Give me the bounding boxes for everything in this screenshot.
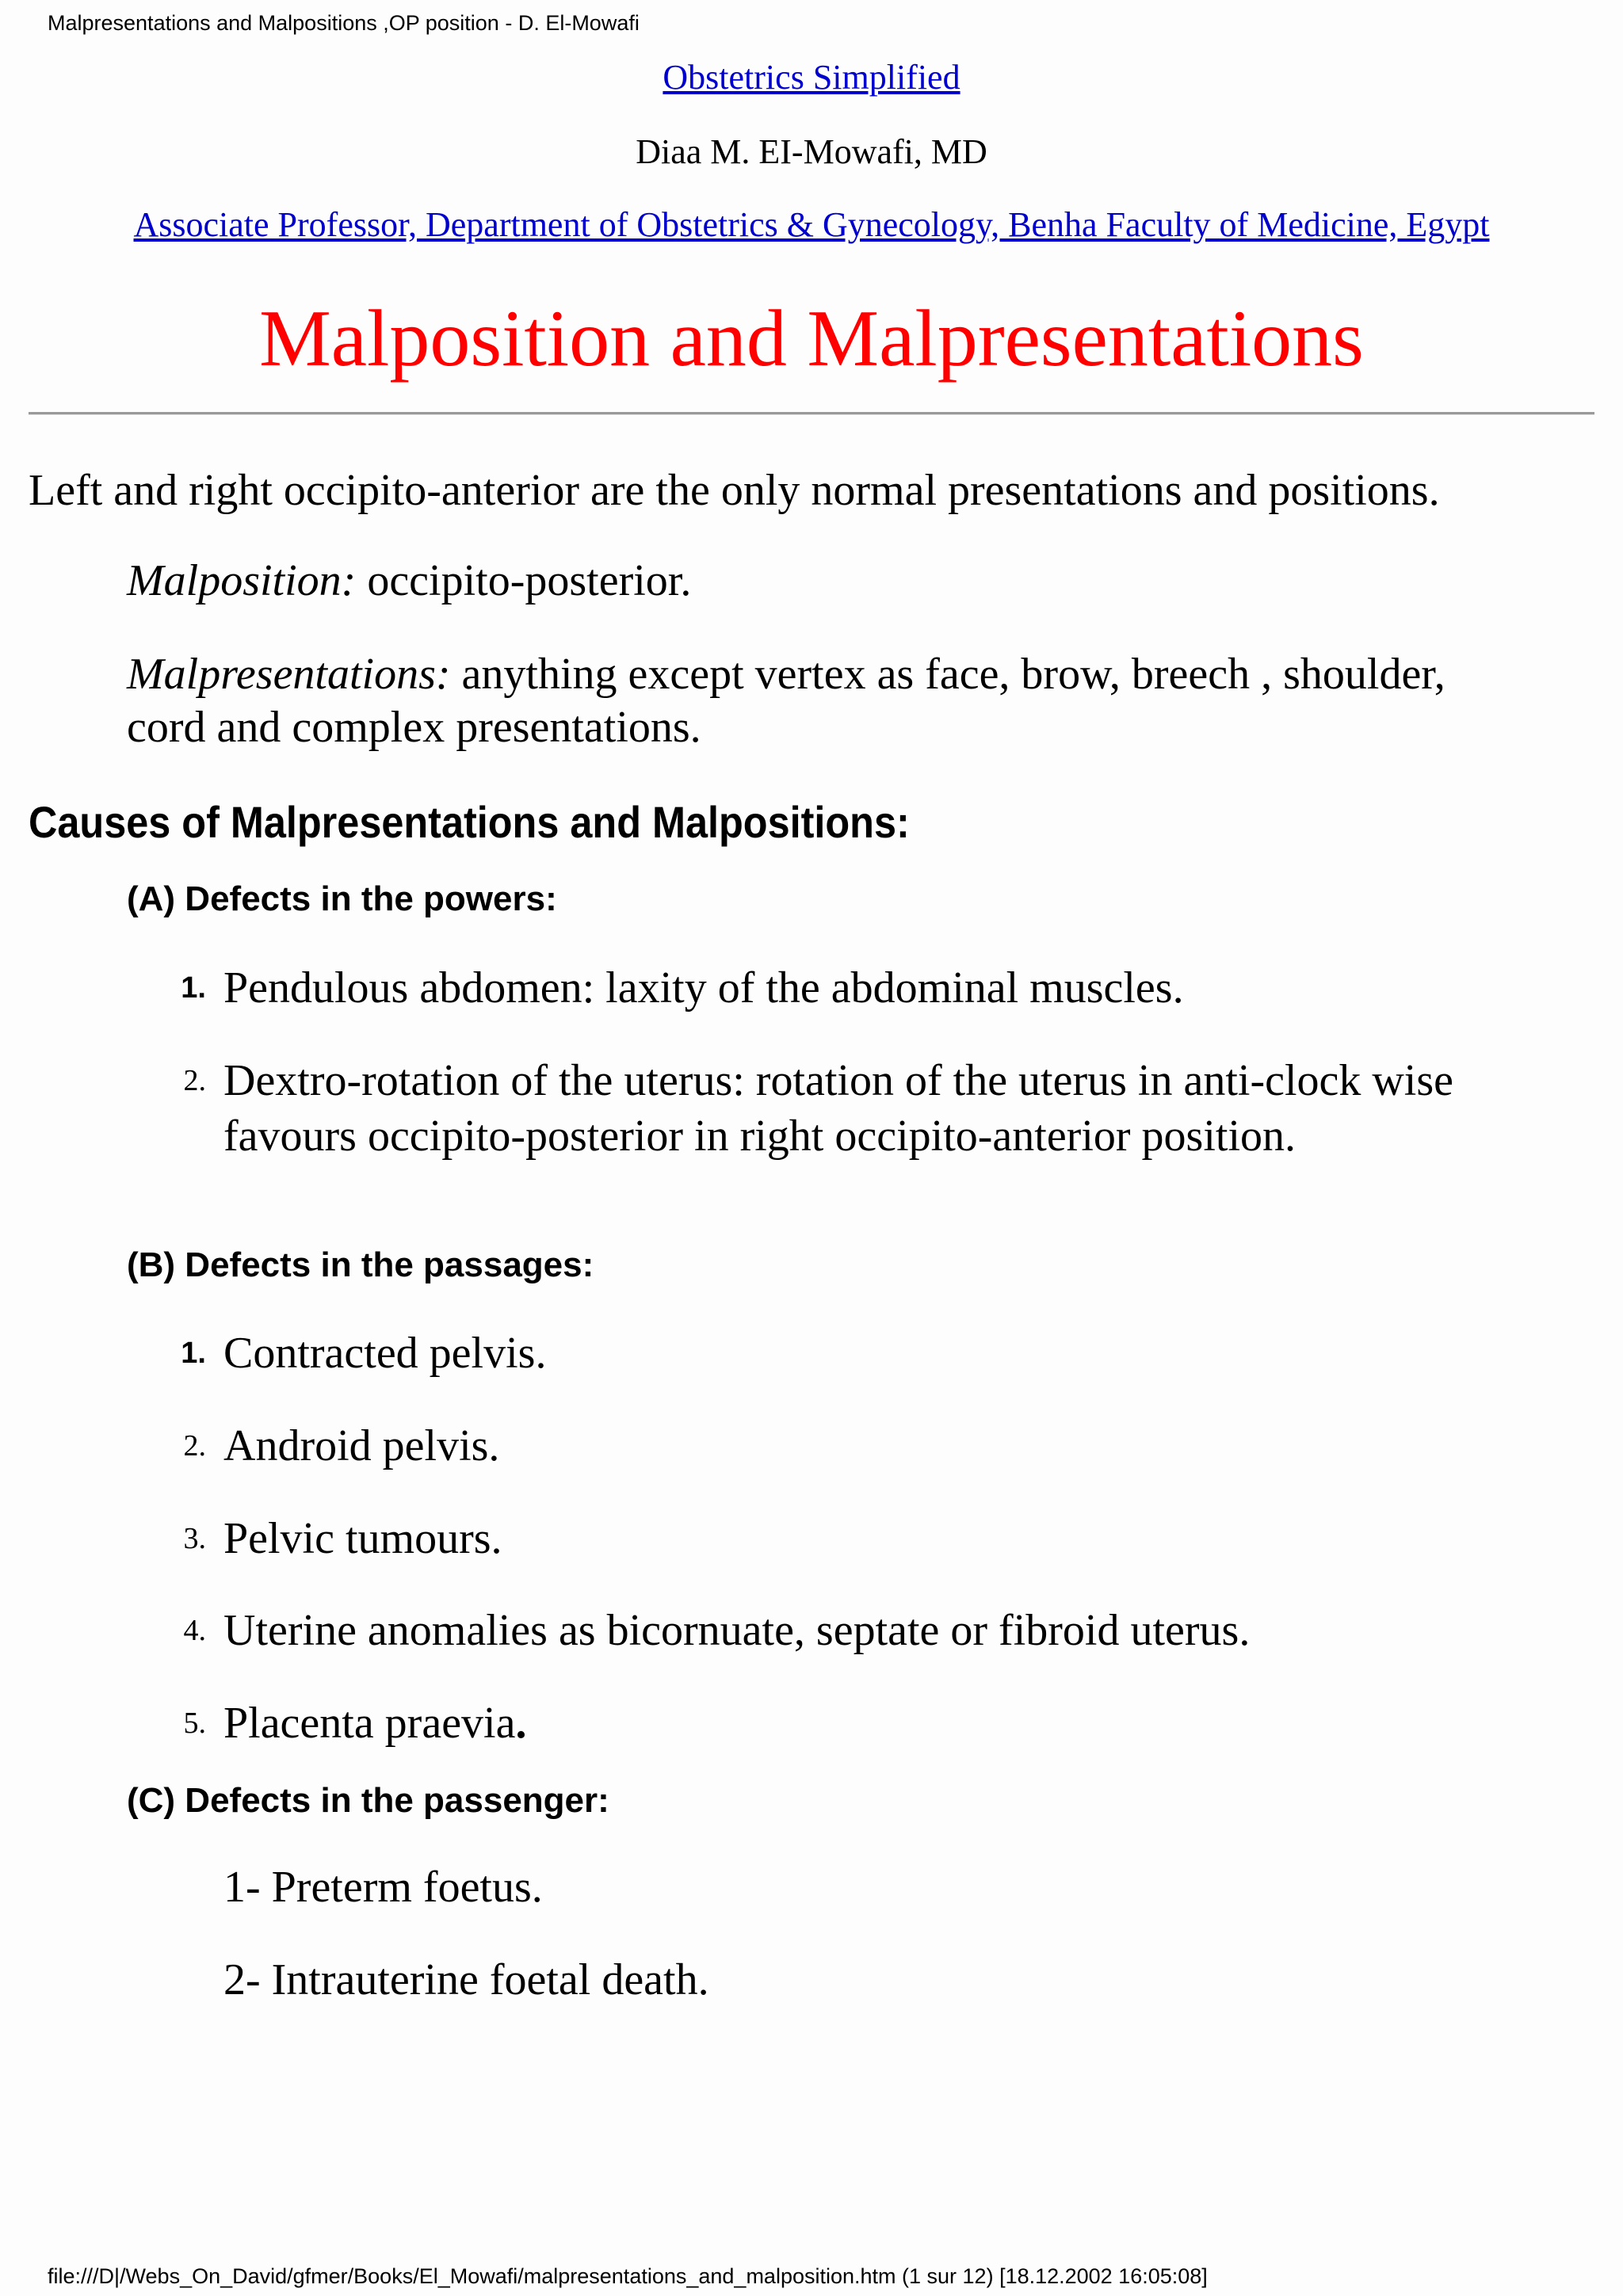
list-item-number: 1. [181,971,206,1005]
definition-text: occipito-posterior. [356,556,692,605]
list-item [181,960,1602,1016]
list-item-text: Pendulous abdomen: laxity of the abdominal muscles. [223,963,1184,1013]
definition-malposition [127,555,691,608]
causes-heading: Causes of Malpresentations and Malpositions: [29,797,910,847]
list-item-text-suffix: . [515,1699,527,1748]
site-title-link[interactable]: Obstetrics Simplified [663,58,960,97]
definition-text: anything except vertex as face, brow, breech , shoulder, cord and complex presentations. [127,650,1445,752]
print-header: Malpresentations and Malpositions ,OP position - D. El-Mowafi [48,11,640,35]
affiliation-container [0,204,1623,245]
author: Diaa M. EI-Mowafi, MD [636,132,987,171]
list-item-text: Uterine anomalies as bicornuate, septate or fibroid uterus. [223,1606,1251,1655]
definition-term: Malpresentations: [127,650,451,699]
list-item: 1- Preterm foetus. [223,1863,543,1912]
subheading-passenger: (C) Defects in the passenger: [127,1781,609,1820]
horizontal-divider [29,412,1594,415]
list-item [183,1418,500,1474]
page-title: Malposition and Malpresentations [259,294,1364,383]
list-item-number: 2. [183,1064,206,1097]
list-item-text: Dextro-rotation of the uterus: rotation of the uterus in anti-clock wise favours occipito-posterior in right occipito-anterior position. [223,1056,1454,1161]
list-item-text: Pelvic tumours. [223,1514,502,1563]
list-item-text-main: Placenta praevia [223,1699,516,1748]
list-item: 2- Intrauterine foetal death. [223,1955,709,2004]
definition-malpresentations [127,648,1522,754]
list-item [183,1053,1523,1164]
subheading-powers: (A) Defects in the powers: [127,879,557,918]
subheading-passages: (B) Defects in the passages: [127,1245,594,1284]
list-item-number: 3. [183,1522,206,1555]
intro-paragraph: Left and right occipito-anterior are the only normal presentations and positions. [29,466,1440,515]
list-item-number: 1. [181,1337,206,1370]
list-item-number: 2. [183,1429,206,1463]
list-item-text: Contracted pelvis. [223,1329,547,1378]
print-footer: file:///D|/Webs_On_David/gfmer/Books/El_Mowafi/malpresentations_and_malposition.htm (1 sur 12) [18.12.2002 16:05:08] [48,2264,1208,2288]
list-item [183,1603,1251,1658]
list-item-text [223,1695,526,1751]
list-item-text: Android pelvis. [223,1421,500,1470]
affiliation-link[interactable]: Associate Professor, Department of Obstetrics & Gynecology, Benha Faculty of Medicine, Egypt [133,205,1490,244]
list-item [183,1695,527,1751]
site-title-container [0,57,1623,97]
list-item-number: 5. [183,1707,206,1740]
list-item [181,1325,547,1381]
definition-term: Malposition: [127,556,357,605]
list-item [183,1511,502,1566]
list-item-number: 4. [183,1614,206,1647]
